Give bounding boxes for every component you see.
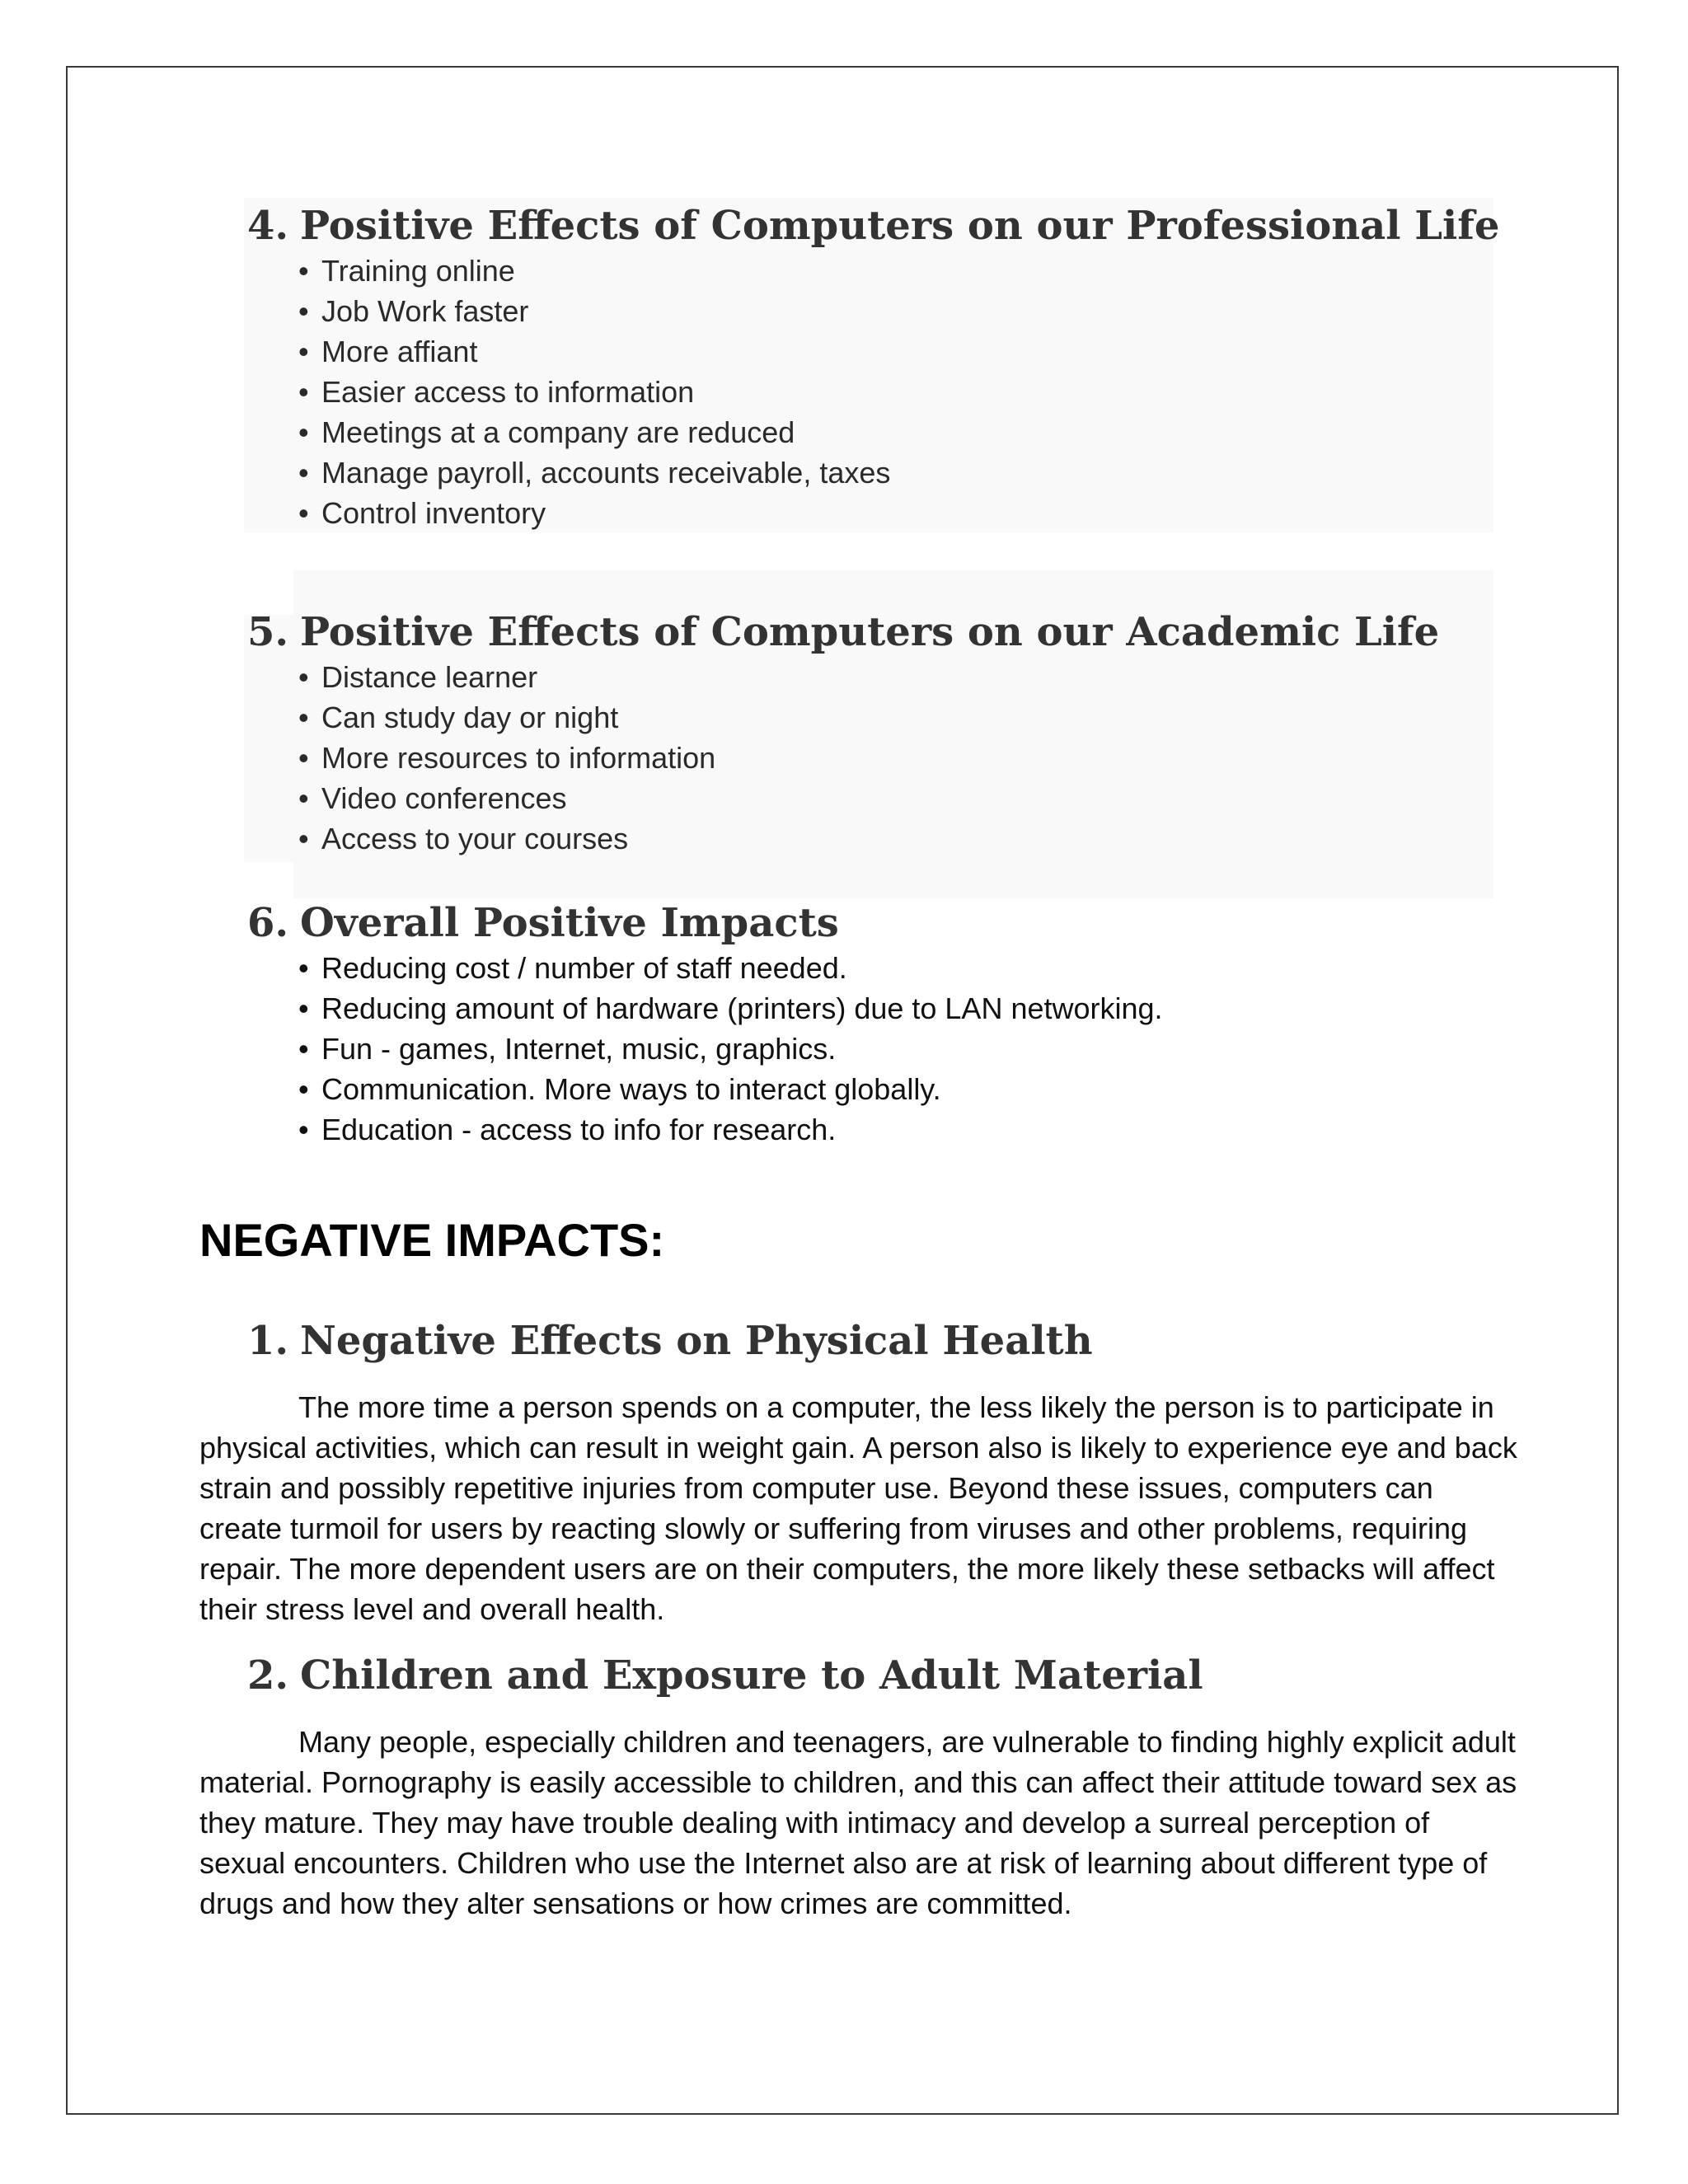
list-item [298,778,1484,818]
list-item [298,948,1484,988]
section-number: 6. [247,900,289,946]
bullet-icon: • [298,1113,309,1146]
bullet-icon: • [298,822,309,855]
list-item-text: Control inventory [321,496,546,530]
section-heading [247,1651,1484,1700]
section-heading [247,898,1484,948]
list-item-text: Distance learner [321,660,538,694]
list-item-text: Access to your courses [321,822,629,855]
bullet-icon: • [298,496,309,530]
adult-material-paragraph: Many people, especially children and teenagers, are vulnerable to finding highly explicit adult material. Pornography is easily accessible to children, and this can affect their attitude toward sex as they mature. They may have trouble dealing with intimacy and develop a surreal perception of sexual encounters. Children who use the Internet also are at risk of learning about different type of drugs and how they alter sensations or how crimes are committed. [199,1725,1517,1920]
list-item-text: Meetings at a company are reduced [321,415,795,449]
section-number: 5. [247,609,289,655]
bullet-icon: • [298,1072,309,1106]
bullet-list [247,251,1484,533]
list-item [298,1109,1484,1150]
list-item [298,412,1484,452]
list-item-text: Can study day or night [321,701,619,734]
list-item-text: Reducing amount of hardware (printers) due to LAN networking. [321,991,1163,1025]
bullet-icon: • [298,254,309,288]
list-item [298,372,1484,412]
section-heading [247,1316,1484,1366]
bullet-icon: • [298,294,309,328]
section-title: Negative Effects on Physical Health [300,1318,1093,1364]
section-number: 2. [247,1652,289,1699]
section-title: Positive Effects of Computers on our Academic Life [300,609,1440,655]
list-item [298,291,1484,331]
section-title: Overall Positive Impacts [300,900,839,946]
section-heading [247,607,1484,657]
section-heading [247,201,1500,251]
section-physical-health [247,1316,1484,1366]
section-number: 4. [247,203,289,249]
negative-impacts-title: NEGATIVE IMPACTS: [199,1214,665,1266]
bullet-icon: • [298,951,309,985]
list-item-text: More resources to information [321,741,716,775]
list-item-text: Video conferences [321,781,567,815]
bullet-icon: • [298,456,309,490]
list-item [298,452,1484,493]
bullet-icon: • [298,660,309,694]
list-item-text: Communication. More ways to interact globally. [321,1072,941,1106]
bullet-list [247,948,1484,1150]
list-item-text: Reducing cost / number of staff needed. [321,951,847,985]
list-item [298,657,1484,697]
bullet-icon: • [298,991,309,1025]
list-item [298,1029,1484,1069]
bullet-icon: • [298,415,309,449]
list-item [298,988,1484,1029]
list-item-text: Fun - games, Internet, music, graphics. [321,1032,837,1066]
bullet-list [247,657,1484,859]
list-item [298,1069,1484,1109]
list-item [298,818,1484,859]
section-professional-life [247,201,1500,533]
list-item-text: Manage payroll, accounts receivable, taxes [321,456,891,490]
list-item-text: Education - access to info for research. [321,1113,837,1146]
list-item [298,251,1484,291]
list-item-text: Easier access to information [321,375,695,409]
physical-health-paragraph: The more time a person spends on a computer, the less likely the person is to participate in physical activities, which can result in weight gain. A person also is likely to experience eye and back strain and possibly repetitive injuries from computer use. Beyond these issues, computers can create turmoil for users by reacting slowly or suffering from viruses and other problems, requiring repair. The more dependent users are on their computers, the more likely these setbacks will affect their stress level and overall health. [199,1390,1517,1626]
section-overall-positive [247,898,1484,1150]
list-item-text: More affiant [321,335,478,368]
bullet-icon: • [298,701,309,734]
list-item-text: Training online [321,254,515,288]
list-item [298,697,1484,738]
bullet-icon: • [298,335,309,368]
list-item-text: Job Work faster [321,294,529,328]
section-academic-life [247,607,1484,859]
bullet-icon: • [298,1032,309,1066]
bullet-icon: • [298,781,309,815]
list-item [298,738,1484,778]
list-item [298,331,1484,372]
bullet-icon: • [298,741,309,775]
section-adult-material [247,1651,1484,1700]
section-number: 1. [247,1318,289,1364]
section-title: Children and Exposure to Adult Material [300,1652,1203,1699]
bullet-icon: • [298,375,309,409]
section-title: Positive Effects of Computers on our Professional Life [300,203,1500,249]
list-item [298,493,1484,533]
